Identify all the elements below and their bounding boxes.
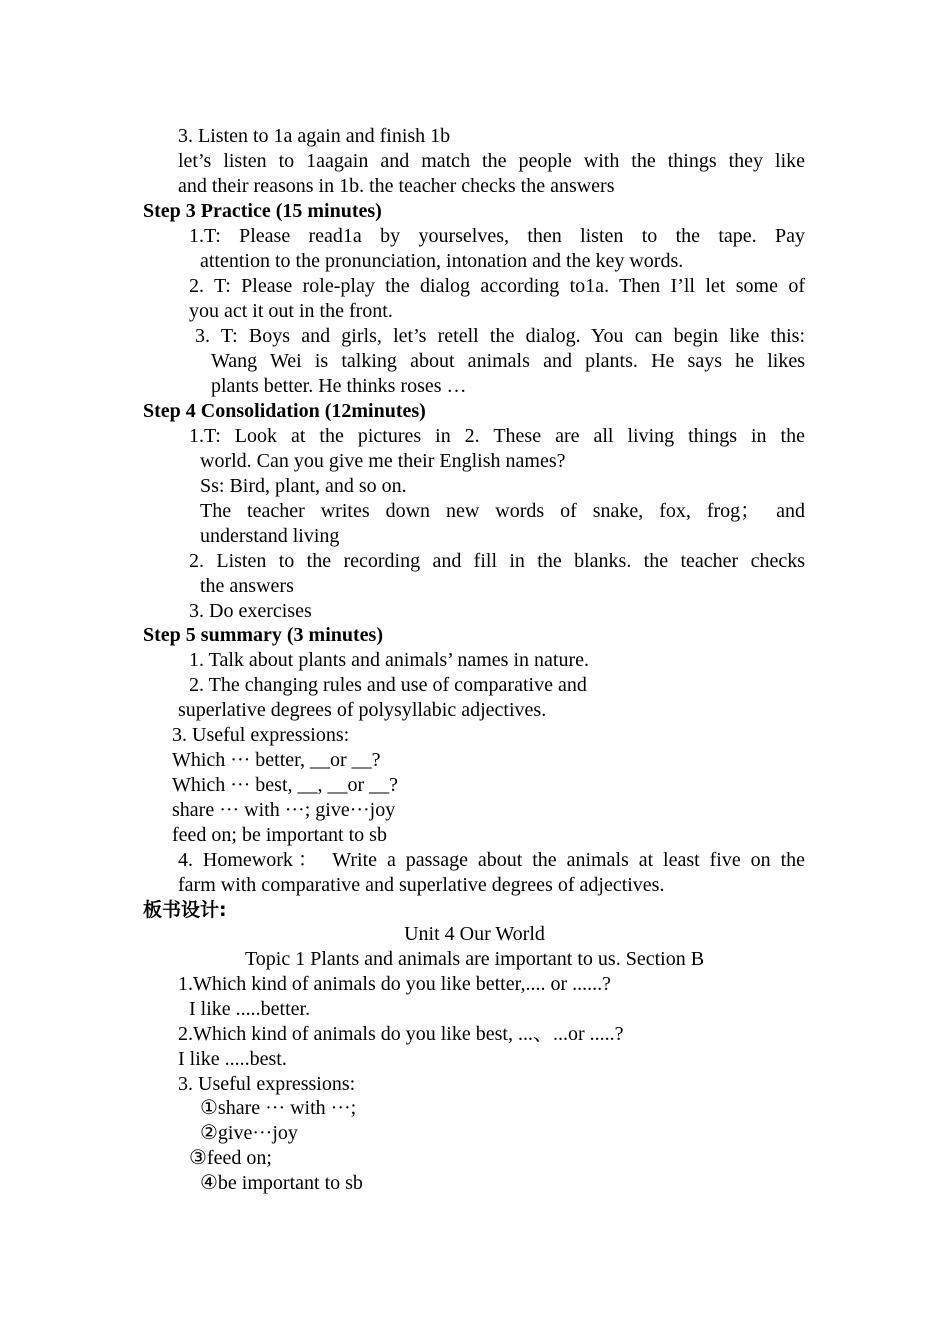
step4-item2-line1: 2. Listen to the recording and fill in the blanks. the teacher checks (189, 550, 805, 572)
step2-item3-line2: and their reasons in 1b. the teacher checks the answers (178, 175, 615, 197)
homework-line2: farm with comparative and superlative degrees of adjectives. (178, 874, 665, 896)
board-expression-3: ③feed on; (189, 1147, 272, 1169)
step5-item2-line1: 2. The changing rules and use of comparative and (189, 674, 587, 696)
board-item2-question: 2.Which kind of animals do you like best, ...、...or .....? (178, 1023, 624, 1045)
board-expression-4: ④be important to sb (200, 1172, 363, 1194)
step4-item3: 3. Do exercises (189, 600, 312, 622)
board-expression-2: ②give···joy (200, 1122, 298, 1144)
board-item3-heading: 3. Useful expressions: (178, 1073, 356, 1095)
step5-expression-3: share ··· with ···; give···joy (172, 799, 396, 821)
step2-item3-line1: let’s listen to 1aagain and match the people with the things they like (178, 150, 805, 172)
board-unit-title: Unit 4 Our World (404, 923, 545, 945)
step3-item1-line1: 1.T: Please read1a by yourselves, then listen to the tape. Pay (189, 225, 805, 247)
step5-heading: Step 5 summary (3 minutes) (143, 624, 383, 646)
step4-item2-line2: the answers (200, 575, 294, 597)
step3-item2-line2: you act it out in the front. (189, 300, 393, 322)
board-item2-answer: I like .....best. (178, 1048, 287, 1070)
step4-item1-line5: understand living (200, 525, 340, 547)
step5-expression-2: Which ··· best, __, __or __? (172, 774, 399, 796)
step4-item1-line4: The teacher writes down new words of snake, fox, frog； and (200, 500, 805, 522)
step5-item2-line2: superlative degrees of polysyllabic adjectives. (178, 699, 547, 721)
step5-expression-1: Which ··· better, __or __? (172, 749, 381, 771)
step4-item1-line3: Ss: Bird, plant, and so on. (200, 475, 407, 497)
step3-item3-line2: Wang Wei is talking about animals and plants. He says he likes (211, 350, 805, 372)
step3-item2-line1: 2. T: Please role-play the dialog according to1a. Then I’ll let some of (189, 275, 805, 297)
board-item1-answer: I like .....better. (189, 998, 311, 1020)
board-topic-title: Topic 1 Plants and animals are important to us. Section B (244, 948, 705, 970)
step3-heading: Step 3 Practice (15 minutes) (143, 200, 382, 222)
step4-item1-line2: world. Can you give me their English names? (200, 450, 566, 472)
board-design-heading: 板书设计: (143, 899, 227, 921)
step4-item1-line1: 1.T: Look at the pictures in 2. These are all living things in the (189, 425, 805, 447)
step5-item3-heading: 3. Useful expressions: (172, 724, 350, 746)
homework-line1: 4. Homework： Write a passage about the animals at least five on the (178, 849, 805, 871)
step2-item3-heading: 3. Listen to 1a again and finish 1b (178, 125, 451, 147)
board-expression-1: ①share ··· with ···; (200, 1097, 357, 1119)
step4-heading: Step 4 Consolidation (12minutes) (143, 400, 426, 422)
step5-expression-4: feed on; be important to sb (172, 824, 387, 846)
step3-item1-line2: attention to the pronunciation, intonation and the key words. (200, 250, 684, 272)
step3-item3-line1: 3. T: Boys and girls, let’s retell the dialog. You can begin like this: (195, 325, 805, 347)
step5-item1: 1. Talk about plants and animals’ names in nature. (189, 649, 589, 671)
step3-item3-line3: plants better. He thinks roses … (211, 375, 467, 397)
board-item1-question: 1.Which kind of animals do you like better,.... or ......? (178, 973, 611, 995)
